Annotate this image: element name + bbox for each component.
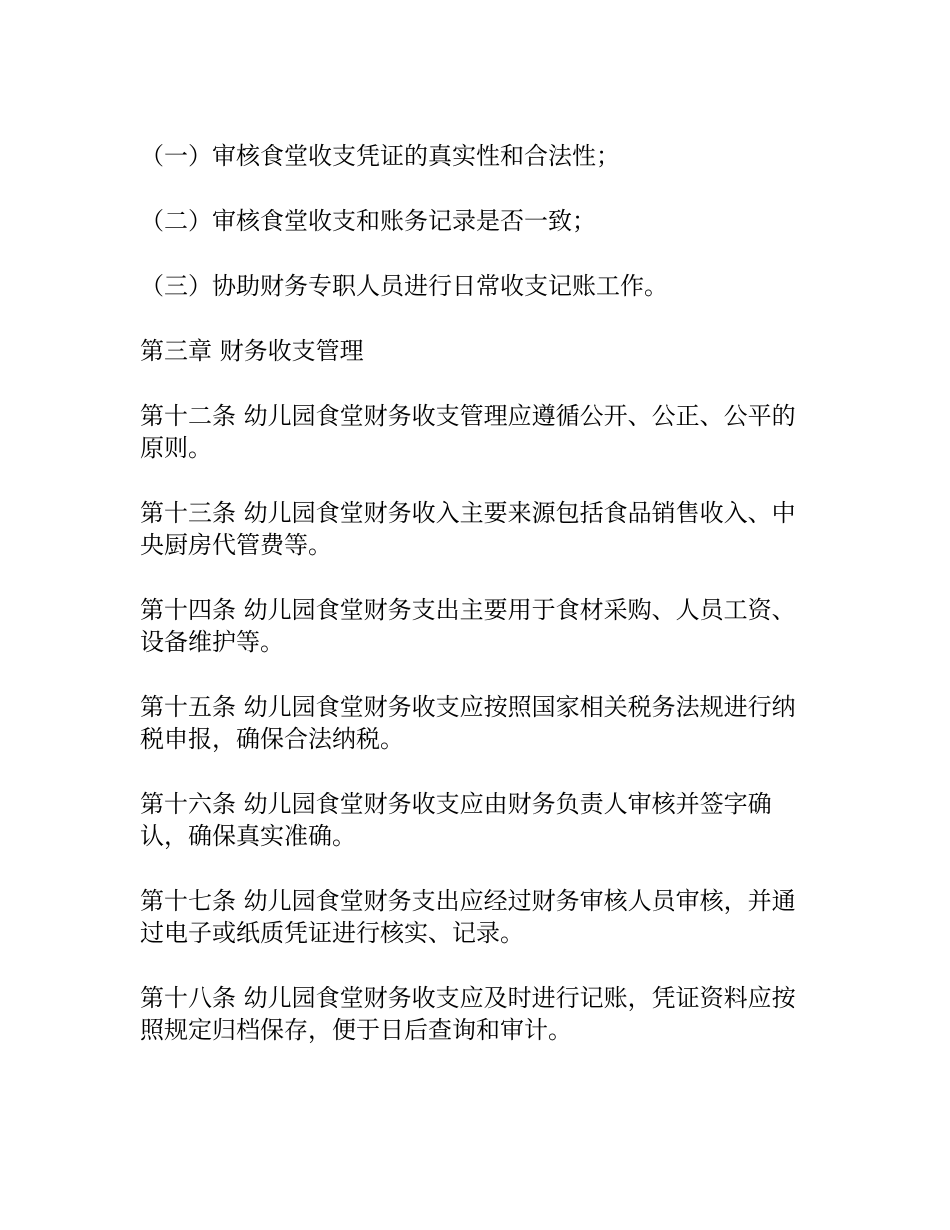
document-body — [140, 140, 805, 1079]
article-17: 第十七条 幼儿园食堂财务支出应经过财务审核人员审核，并通过电子或纸质凭证进行核实、记录。 — [140, 887, 796, 947]
clause-item-3: （三）协助财务专职人员进行日常收支记账工作。 — [140, 272, 668, 300]
article-16: 第十六条 幼儿园食堂财务收支应由财务负责人审核并签字确认，确保真实准确。 — [140, 790, 772, 850]
clause-item-1: （一）审核食堂收支凭证的真实性和合法性； — [140, 142, 620, 170]
chapter-heading: 第三章 财务收支管理 — [140, 337, 364, 365]
article-18: 第十八条 幼儿园食堂财务收支应及时进行记账，凭证资料应按照规定归档保存，便于日后查询和审计。 — [140, 984, 796, 1044]
article-14: 第十四条 幼儿园食堂财务支出主要用于食材采购、人员工资、设备维护等。 — [140, 596, 796, 656]
article-12: 第十二条 幼儿园食堂财务收支管理应遵循公开、公正、公平的原则。 — [140, 402, 796, 462]
article-15: 第十五条 幼儿园食堂财务收支应按照国家相关税务法规进行纳税申报，确保合法纳税。 — [140, 693, 796, 753]
clause-item-2: （二）审核食堂收支和账务记录是否一致； — [140, 207, 596, 235]
article-13: 第十三条 幼儿园食堂财务收入主要来源包括食品销售收入、中央厨房代管费等。 — [140, 499, 796, 559]
